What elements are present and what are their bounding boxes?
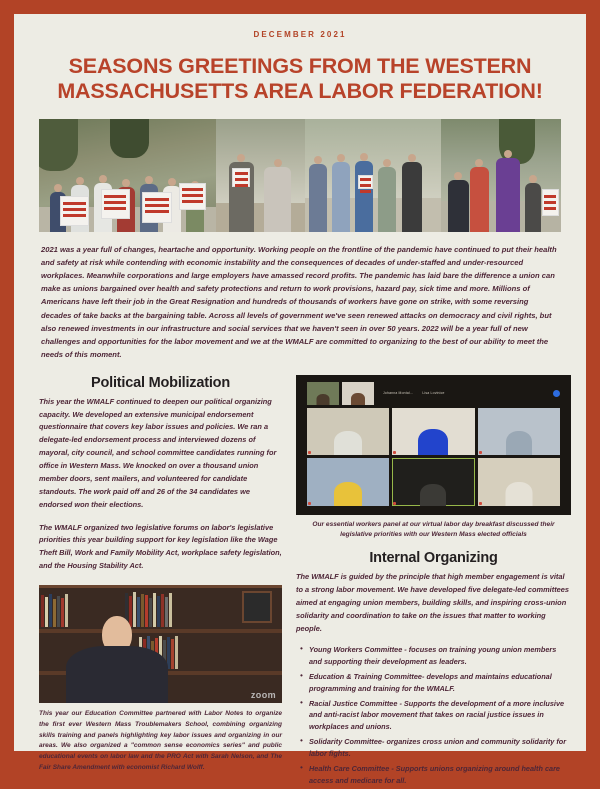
zoom-participant-names	[377, 382, 560, 405]
committee-name: Young Workers Committee	[309, 645, 403, 655]
committee-desc: - develops and maintains educational programming and training for the WMALF.	[309, 672, 552, 693]
speaker-photo-caption: This year our Education Committee partnered with Labor Notes to organize the first ever Western Mass Troublemakers School, combining organizing skills training and panels highlighting key labor issues and organizing in our areas. We also organized a "common sense economics series" and public educational events on labor law and the PRO Act with Sarah Nelson, and The Fair Share Amendment with economist Richard Wolff.	[39, 710, 282, 771]
speaker-zoom-photo	[39, 585, 282, 703]
zoom-tile-2	[392, 408, 474, 456]
zoom-row-1	[307, 408, 560, 456]
committee-name: Solidarity Committee	[309, 737, 382, 747]
hero-photo-group-standing	[305, 119, 441, 232]
section-heading-political-mobilization: Political Mobilization	[91, 374, 230, 391]
internal-intro-paragraph: The WMALF is guided by the principle that high member engagement is vital to a strong labor movement. We have developed five delegate-led committees aimed at engaging union members, building skills, and inspiring cross-union solidarity and coordination to take on the issues that matter to working people.	[296, 572, 569, 633]
zoom-gallery-screenshot	[296, 375, 571, 515]
hero-photo-collage	[39, 119, 561, 232]
zoom-row-2	[307, 458, 560, 506]
hero-photo-speaker-with-mic	[441, 119, 561, 232]
page-title: SEASONS GREETINGS FROM THE WESTERN MASSACHUSETTS AREA LABOR FEDERATION!	[57, 54, 543, 104]
committee-name: Education & Training Committee	[309, 672, 422, 682]
zoom-photo-caption: Our essential workers panel at our virtual labor day breakfast discussed their legislative priorities with our Western Mass elected officials	[312, 520, 555, 539]
newsletter-page	[14, 14, 586, 785]
hero-photo-two-people	[216, 119, 305, 232]
intro-paragraph: 2021 was a year full of changes, heartache and opportunity. Working people on the frontline of the pandemic have continued to put their health and safety at risk while contending with economic instability and the consequences of decades of under-staffed and under-resourced workplaces. Meanwhile corporations and large employers have amassed record profits. The pandemic has laid bare the difference a union can make as unions bargained over health and safety protections and return to work provisions, hazard pay, sick time and more. Millions of Americans have left their job in the Great Resignation and hundreds of thousands of workers have gone on strike, with some reversing decades of take backs at the bargaining table. Across all levels of government we've seen renewed attacks on democracy and civil rights, but also renewed investments in our infrastructure and social services that we haven't seen in over 50 years. 2022 will be a year full of new challenges and opportunities for the labor movement and we at the WMALF are committed to organizing to the best of our ability to meet the needs of this moment.	[41, 245, 557, 359]
zoom-watermark: zoom	[250, 690, 276, 701]
section-heading-internal-organizing: Internal Organizing	[369, 550, 498, 567]
political-paragraph-2: The WMALF organized two legislative forums on labor's legislative priorities this year building support for key legislation like the Wage Theft Bill, Work and Family Mobility Act, workplace safety legislation, and the Housing Stability Act.	[39, 522, 282, 571]
committee-name: Racial Justice Committee	[309, 698, 398, 708]
committee-name: Health Care Committee	[309, 763, 390, 773]
list-item	[309, 671, 571, 695]
committee-desc: - Supports the development of a more inclusive and anti-racist labor movement that takes on racial justice issues in workplaces and unions.	[309, 698, 565, 732]
zoom-top-strip	[307, 382, 560, 405]
committee-desc: - Supports unions organizing around health care access and medicare for all.	[309, 763, 560, 785]
zoom-tile-4	[307, 458, 389, 506]
hero-photo-rally-signs	[39, 119, 216, 232]
zoom-thumb-2	[342, 382, 374, 405]
left-column	[39, 375, 282, 789]
list-item	[309, 644, 571, 668]
zoom-participant-name-2: Lisa Lovinice	[422, 391, 445, 396]
zoom-tile-5-active-speaker	[392, 458, 474, 506]
committee-desc: - focuses on training young union members and supporting their development as leaders.	[309, 645, 557, 667]
political-paragraph-1: This year the WMALF continued to deepen our political organizing capacity. We developed an extensive municipal endorsement questionnaire that covers key labor issues and policies. We ran a delegate-led endorsement process and interviewed dozens of mayoral, city council, and school committee candidates running for office in Western Mass. We knocked on over a thousand union member doors, sent mailers, and volunteered for candidate standouts. The work paid off and 26 of the 34 candidates we endorsed won their elections.	[39, 396, 277, 509]
zoom-participant-name-1: Johanna Montal...	[383, 391, 414, 396]
committee-list	[296, 644, 571, 786]
zoom-tile-3	[478, 408, 560, 456]
list-item	[309, 736, 571, 760]
body-columns	[39, 374, 569, 789]
right-column	[296, 375, 571, 789]
zoom-tile-6	[478, 458, 560, 506]
zoom-thumb-1	[307, 382, 339, 405]
committee-desc: - organizes cross union and community solidarity for labor fights.	[309, 737, 567, 758]
list-item	[309, 698, 571, 733]
zoom-avatar-badge-icon	[553, 390, 560, 397]
zoom-tile-1	[307, 408, 389, 456]
issue-date: DECEMBER 2021	[253, 30, 347, 39]
